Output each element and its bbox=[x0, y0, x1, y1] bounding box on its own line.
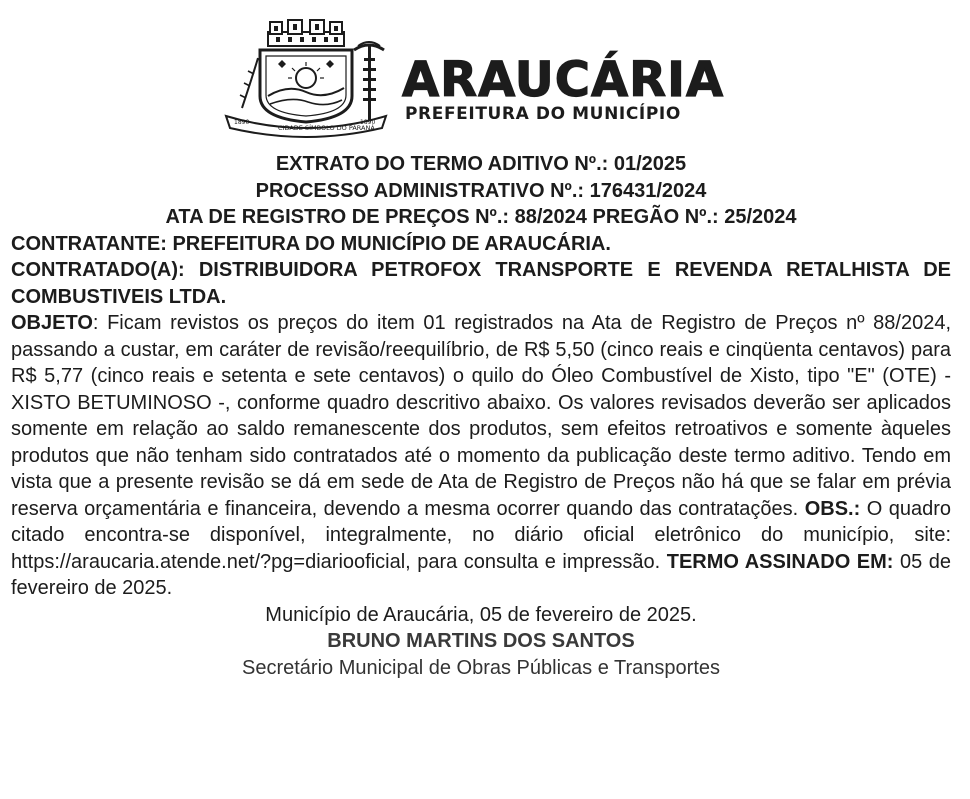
document-body bbox=[11, 151, 951, 681]
obs-label: OBS.: bbox=[804, 497, 861, 520]
crest-motto: CIDADE SÍMBOLO DO PARANÁ bbox=[278, 124, 375, 132]
signer-name: BRUNO MARTINS DOS SANTOS bbox=[327, 630, 635, 652]
municipal-coat-of-arms-icon bbox=[222, 18, 390, 138]
obs-text: O quadro citado encontra-se disponível, integralmente, no diário oficial eletrônico do município, site: https://araucaria.atende.net/?pg=diariooficial, para consulta e impressão. bbox=[11, 497, 951, 573]
objeto-text: : Ficam revistos os preços do item 01 registrados na Ata de Registro de Preços nº 88/2024, passando a custar, em caráter de revisão/reequilíbrio, de R$ 5,50 (cinco reais e cinqüenta centavos) para R$ 5,77 (cinco reais e setenta e sete centavos) o quilo do Óleo Combustível de Xisto, tipo "E" (OTE) - XISTO BETUMINOSO -, conforme quadro descritivo abaixo. Os valores revisados deverão ser aplicados somente em relação ao saldo remanescente dos produtos, sem efeitos retroativos e somente àqueles produtos que não tenham sido contratados até o momento da publicação deste termo aditivo. Tendo em vista que a presente revisão se dá em sede de Ata de Registro de Preços não há que se falar em prévia reserva orçamentária e financeira, devendo a mesma ocorrer quando das contratações. bbox=[11, 312, 951, 520]
brand-block bbox=[402, 52, 725, 124]
brand-subtitle: PREFEITURA DO MUNICÍPIO bbox=[405, 104, 681, 124]
place-date: Município de Araucária, 05 de fevereiro de 2025. bbox=[265, 603, 697, 626]
signer-role: Secretário Municipal de Obras Públicas e Transportes bbox=[241, 656, 720, 679]
contratado-line: CONTRATADO(A): DISTRIBUIDORA PETROFOX TRANSPORTE E REVENDA RETALHISTA DE COMBUSTIVEIS LTDA. bbox=[11, 259, 951, 308]
letterhead bbox=[0, 18, 970, 143]
contratante-line: CONTRATANTE: PREFEITURA DO MUNICÍPIO DE ARAUCÁRIA. bbox=[11, 232, 611, 255]
signed-label: TERMO ASSINADO EM: bbox=[666, 550, 894, 573]
brand-name: ARAUCÁRIA bbox=[402, 52, 725, 108]
title-ata-registro-precos: ATA DE REGISTRO DE PREÇOS Nº.: 88/2024 PREGÃO Nº.: 25/2024 bbox=[165, 206, 797, 228]
objeto-paragraph bbox=[11, 310, 951, 602]
objeto-label: OBJETO bbox=[11, 312, 93, 334]
crest-year-right: 1890 bbox=[360, 119, 376, 126]
title-processo-administrativo: PROCESSO ADMINISTRATIVO Nº.: 176431/2024 bbox=[255, 179, 707, 202]
signed-date: 05 de fevereiro de 2025. bbox=[11, 550, 951, 599]
title-termo-aditivo: EXTRATO DO TERMO ADITIVO Nº.: 01/2025 bbox=[275, 153, 687, 175]
crest-year-left: 1890 bbox=[234, 119, 250, 126]
